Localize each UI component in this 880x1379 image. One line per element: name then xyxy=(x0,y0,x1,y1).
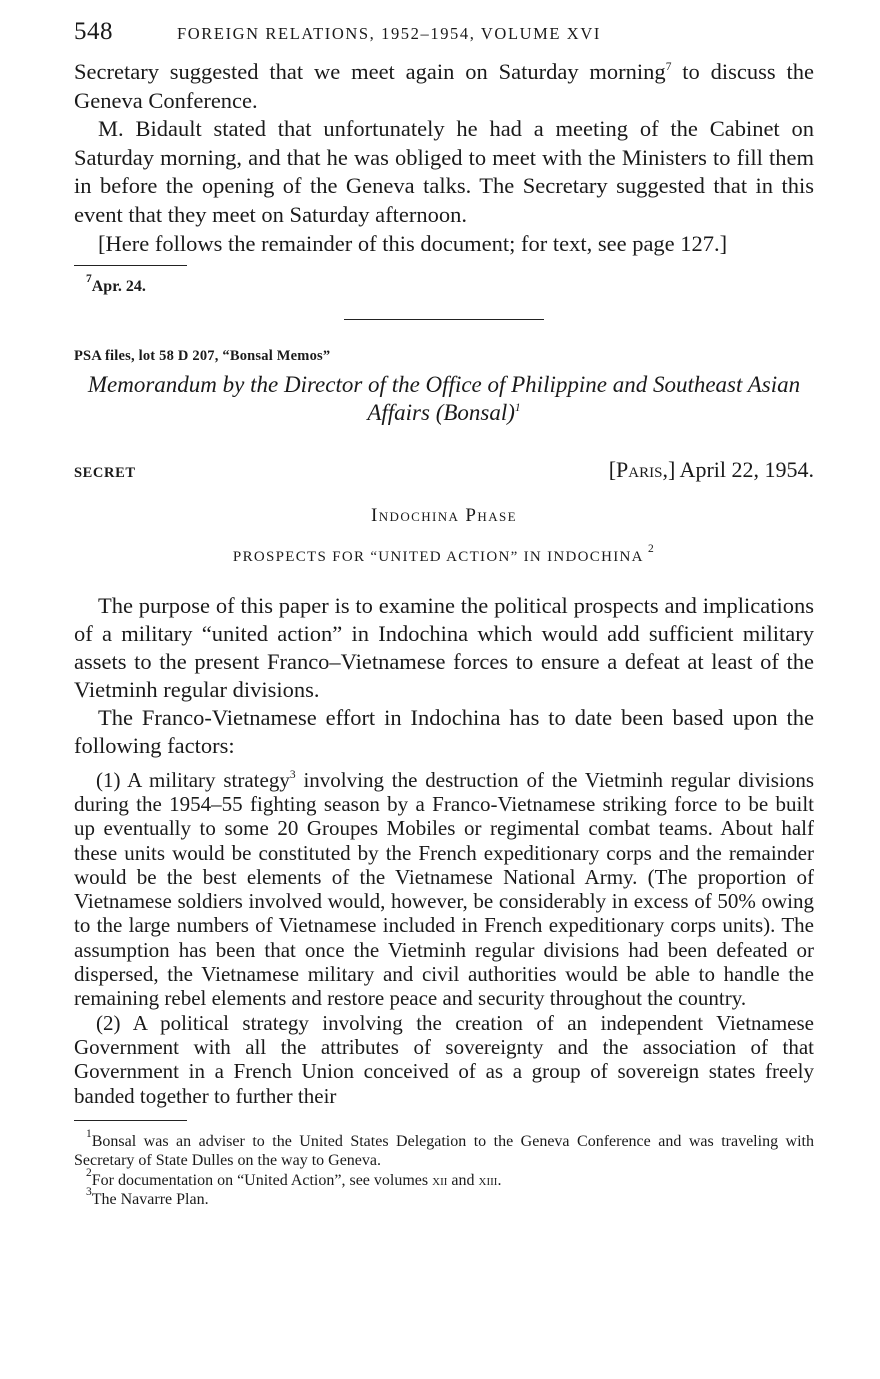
footnote-ref-2: 2 xyxy=(648,542,656,555)
body-paragraph-2: The Franco-Vietnamese effort in Indochina has to date been based upon the following factors: xyxy=(74,704,814,758)
classification-dateline xyxy=(74,457,814,483)
body-paragraph-1: The purpose of this paper is to examine the political prospects and implications of a military “united action” in Indochina which would add sufficient military assets to the present Franco–Vietnamese forces to ensure a defeat at least of the Vietminh regular divisions. xyxy=(74,592,814,702)
prior-paragraph-2: M. Bidault stated that unfortunately he had a meeting of the Cabinet on Saturday morning, and that he was obliged to meet with the Ministers to fill them in before the opening of the Geneva talks. The Secretary suggested that in this event that they meet on Saturday afternoon. xyxy=(74,116,814,227)
classification-label: SECRET xyxy=(74,464,136,481)
footnote-2: $^2$For documentation on “United Action”, see volumes xii and xiii. xyxy=(86,1166,502,1189)
footnote-divider-2 xyxy=(74,1120,187,1121)
prior-paragraph-1: Secretary suggested that we meet again on Saturday morning$^7$ to discuss the Geneva Conference. xyxy=(74,59,814,113)
dateline: [Paris,] April 22, 1954. xyxy=(608,456,814,482)
subheading: PROSPECTS FOR “UNITED ACTION” IN INDOCHINA $^2$ xyxy=(232,542,656,565)
document-title: Memorandum by the Director of the Office of Philippine and Southeast Asian Affairs (Bonsal)$^1$ xyxy=(87,371,801,425)
footnote-3: $^3$The Navarre Plan. xyxy=(86,1186,209,1209)
running-header xyxy=(74,18,814,58)
list-item-2: (2) A political strategy involving the creation of an independent Vietnamese Government with all the attributes of sovereignty and the association of that Government in a French Union conceived of as a group of sovereign states freely banded together to further their xyxy=(74,1010,814,1108)
document-separator xyxy=(344,319,544,320)
footnote-divider xyxy=(74,265,187,266)
section-heading: Indochina Phase xyxy=(371,504,517,526)
footnote-ref-7: 7 xyxy=(665,61,672,73)
list-item-1: (1) A military strategy$^3$ involving the destruction of the Vietminh regular divisions during the 1954–55 fighting season by a Franco-Vietnamese striking force to be built up eventually to some 20 Groupes Mobiles or regimental combat teams. About half these units would be constituted by the French expeditionary corps and the remainder would be the best elements of the Vietnamese National Army. (The proportion of Vietnamese soldiers involved would, however, be considerably in excess of 50% owing to the large numbers of Vietnamese included in French expeditionary corps units). The assumption has been that once the Vietminh regular divisions had been defeated or dispersed, the Vietnamese military and civil authorities would be able to handle the remaining rebel elements and restore peace and security throughout the country. xyxy=(74,767,814,1011)
footnote-ref-3: 3 xyxy=(289,768,296,781)
footnote-7: $^7$Apr. 24. xyxy=(86,273,146,296)
document-page xyxy=(74,18,814,1210)
running-title: FOREIGN RELATIONS, 1952–1954, VOLUME XVI xyxy=(177,24,601,43)
page-number: 548 xyxy=(74,18,113,45)
prior-paragraph-3: [Here follows the remainder of this document; for text, see page 127.] xyxy=(98,230,728,256)
footnote-1: $^1$Bonsal was an adviser to the United States Delegation to the Geneva Conference and was traveling with Secretary of State Dulles on the way to Geneva. xyxy=(74,1127,814,1170)
footnote-ref-1: 1 xyxy=(514,401,521,414)
source-citation: PSA files, lot 58 D 207, “Bonsal Memos” xyxy=(74,347,331,364)
